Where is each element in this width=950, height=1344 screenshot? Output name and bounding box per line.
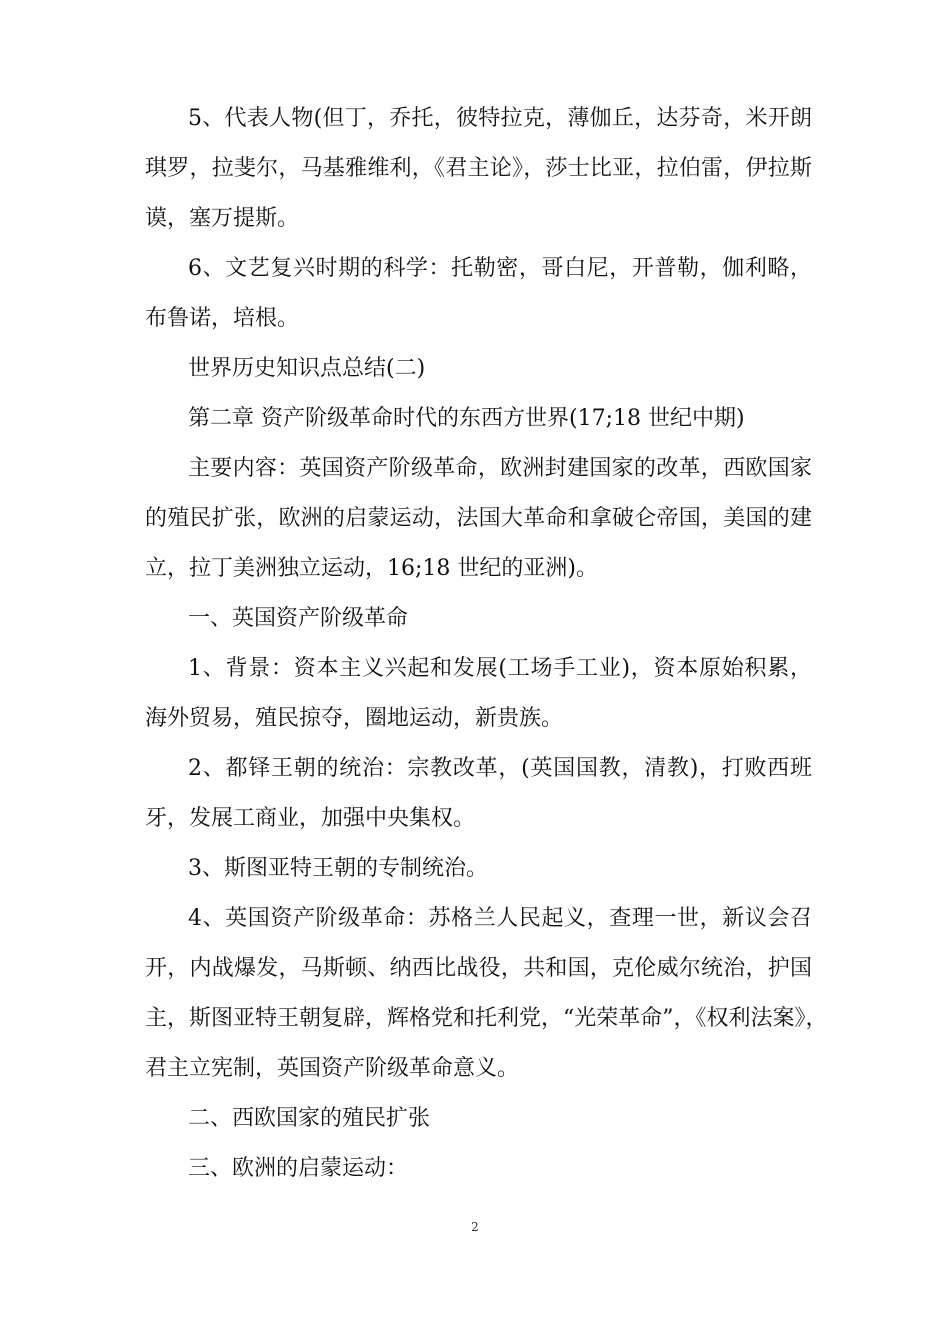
text-line: 牙，发展工商业，加强中央集权。 bbox=[145, 806, 476, 831]
text-line: 立，拉丁美洲独立运动，16;18 世纪的亚洲)。 bbox=[145, 556, 598, 581]
section-heading: 世界历史知识点总结(二) bbox=[188, 356, 426, 381]
text-line: 布鲁诺，培根。 bbox=[145, 306, 300, 331]
text-line: 开，内战爆发，马斯顿、纳西比战役，共和国，克伦威尔统治，护国 bbox=[145, 956, 812, 981]
text-line: 君主立宪制，英国资产阶级革命意义。 bbox=[145, 1056, 520, 1081]
text-line: 5、代表人物(但丁，乔托，彼特拉克，薄伽丘，达芬奇，米开朗 bbox=[188, 106, 812, 131]
text-line: 1、背景：资本主义兴起和发展(工场手工业)，资本原始积累， bbox=[188, 656, 812, 681]
page-number: 2 bbox=[471, 1220, 479, 1234]
subsection-heading: 二、西欧国家的殖民扩张 bbox=[188, 1106, 431, 1131]
subsection-heading: 三、欧洲的启蒙运动： bbox=[188, 1156, 409, 1181]
text-line: 3、斯图亚特王朝的专制统治。 bbox=[188, 856, 488, 881]
text-line: 的殖民扩张，欧洲的启蒙运动，法国大革命和拿破仑帝国，美国的建 bbox=[145, 506, 812, 531]
text-line: 主要内容：英国资产阶级革命，欧洲封建国家的改革，西欧国家 bbox=[188, 456, 812, 481]
chapter-heading: 第二章 资产阶级革命时代的东西方世界(17;18 世纪中期) bbox=[188, 406, 745, 431]
text-line: 6、文艺复兴时期的科学：托勒密，哥白尼，开普勒，伽利略， bbox=[188, 256, 812, 281]
text-line: 海外贸易，殖民掠夺，圈地运动，新贵族。 bbox=[145, 706, 564, 731]
text-line: 2、都铎王朝的统治：宗教改革，(英国国教，清教)，打败西班 bbox=[188, 756, 812, 781]
text-line: 琪罗，拉斐尔，马基雅维利，《君主论》，莎士比亚，拉伯雷，伊拉斯 bbox=[145, 156, 812, 181]
text-line: 主，斯图亚特王朝复辟，辉格党和托利党，“光荣革命”，《权利法案》， bbox=[145, 1006, 828, 1031]
subsection-heading: 一、英国资产阶级革命 bbox=[188, 606, 409, 631]
text-line: 4、英国资产阶级革命：苏格兰人民起义，查理一世，新议会召 bbox=[188, 906, 812, 931]
text-line: 谟，塞万提斯。 bbox=[145, 206, 300, 231]
